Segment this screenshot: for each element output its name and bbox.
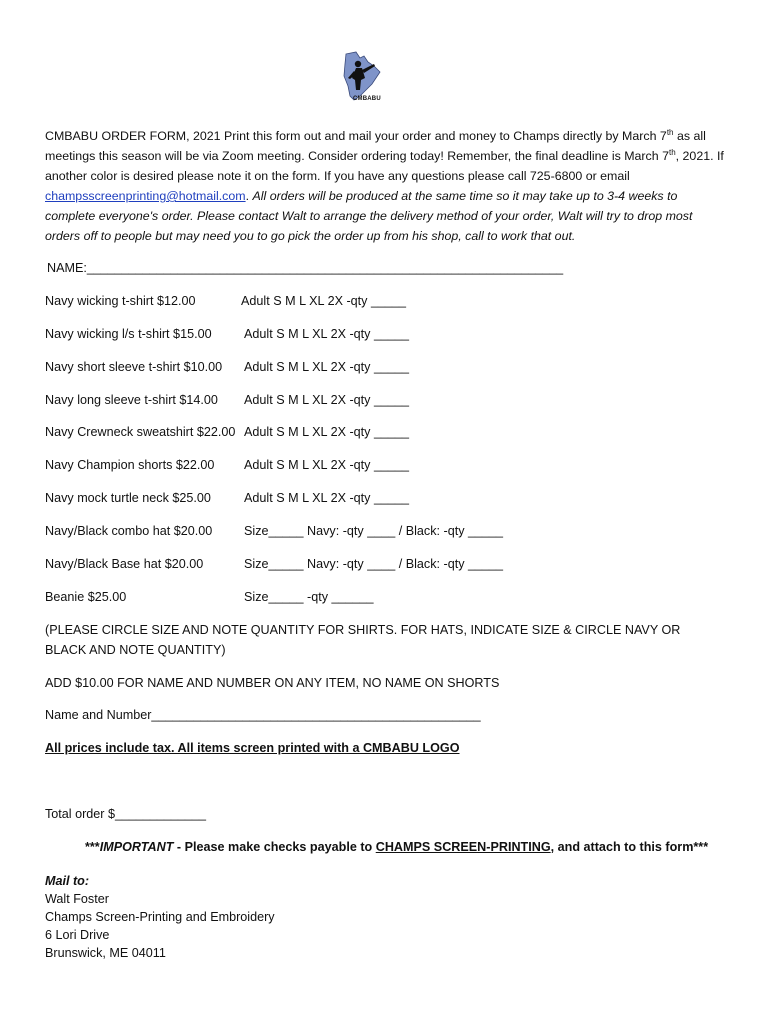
important-prefix: *** [85,840,100,854]
mail-heading: Mail to: [45,874,90,888]
email-link[interactable]: champsscreenprinting@hotmail.com [45,189,246,203]
address-line: Champs Screen-Printing and Embroidery [45,910,275,924]
important-label: IMPORTANT [99,840,174,854]
item-sizes[interactable]: Size_____ Navy: -qty ____ / Black: -qty _____ [244,524,504,538]
name-number-note: ADD $10.00 FOR NAME AND NUMBER ON ANY ITEM, NO NAME ON SHORTS [45,676,500,690]
item-sizes[interactable]: Size_____ -qty ______ [244,590,374,604]
item-product: Navy wicking t-shirt $12.00 [45,294,196,308]
item-sizes[interactable]: Adult S M L XL 2X -qty _____ [244,458,409,472]
address-line: Walt Foster [45,892,109,906]
intro-text-1: CMBABU ORDER FORM, 2021 Print this form out and mail your order and money to Champs directly by March 7 [45,129,667,143]
important-suffix: , and attach to this form*** [550,840,709,854]
logo-caption: CMBABU [353,96,381,102]
item-product: Navy Crewneck sweatshirt $22.00 [45,425,236,439]
item-product: Beanie $25.00 [45,590,127,604]
item-sizes[interactable]: Adult S M L XL 2X -qty _____ [244,393,409,407]
name-field-line[interactable]: NAME:____________________________________________________________________ [47,261,564,275]
cmbabu-logo [334,50,386,108]
important-note [85,839,708,855]
intro-text-4: . [245,189,253,203]
address-line: Brunswick, ME 04011 [45,946,166,960]
item-product: Navy short sleeve t-shirt $10.00 [45,360,223,374]
intro-paragraph [45,126,725,246]
item-product: Navy wicking l/s t-shirt $15.00 [45,327,212,341]
important-text: - Please make checks payable to [173,840,376,854]
payee-name: CHAMPS SCREEN-PRINTING [375,840,551,854]
name-and-number-line[interactable]: Name and Number_______________________________________________ [45,708,481,722]
mailing-address [45,872,275,962]
intro-italic-note: All orders will be produced at the same time so it may take up to 3-4 weeks to complete everyone's order. Please contact Walt to arrange the delivery method of your order, Walt will try to drop most orders off to people but may need you to go pick the order up from his shop, call to work that out. [45,189,693,243]
item-sizes[interactable]: Adult S M L XL 2X -qty _____ [244,491,409,505]
item-sizes[interactable]: Adult S M L XL 2X -qty _____ [241,294,406,308]
item-product: Navy mock turtle neck $25.00 [45,491,211,505]
address-line: 6 Lori Drive [45,928,110,942]
item-sizes[interactable]: Adult S M L XL 2X -qty _____ [244,425,409,439]
circle-size-note: (PLEASE CIRCLE SIZE AND NOTE QUANTITY FOR SHIRTS. FOR HATS, INDICATE SIZE & CIRCLE NAVY OR BLACK AND NOTE QUANTITY) [45,623,681,657]
item-sizes[interactable]: Adult S M L XL 2X -qty _____ [244,360,409,374]
tax-note: All prices include tax. All items screen printed with a CMBABU LOGO [45,741,460,755]
item-product: Navy/Black combo hat $20.00 [45,524,213,538]
item-product: Navy/Black Base hat $20.00 [45,557,204,571]
intro-sup-1: th [666,127,674,137]
item-product: Navy Champion shorts $22.00 [45,458,215,472]
item-sizes[interactable]: Adult S M L XL 2X -qty _____ [244,327,409,341]
intro-text-2: as all meetings this season will be via Zoom meeting. Consider ordering today! Remember, the final deadline is March 7 [45,129,706,163]
item-sizes[interactable]: Size_____ Navy: -qty ____ / Black: -qty _____ [244,557,504,571]
total-order-line[interactable]: Total order $_____________ [45,807,207,821]
intro-sup-2: th [668,147,676,157]
item-product: Navy long sleeve t-shirt $14.00 [45,393,218,407]
intro-text-3: , 2021. If another color is desired please note it on the form. If you have any questions please call 725-6800 or email [45,149,724,183]
